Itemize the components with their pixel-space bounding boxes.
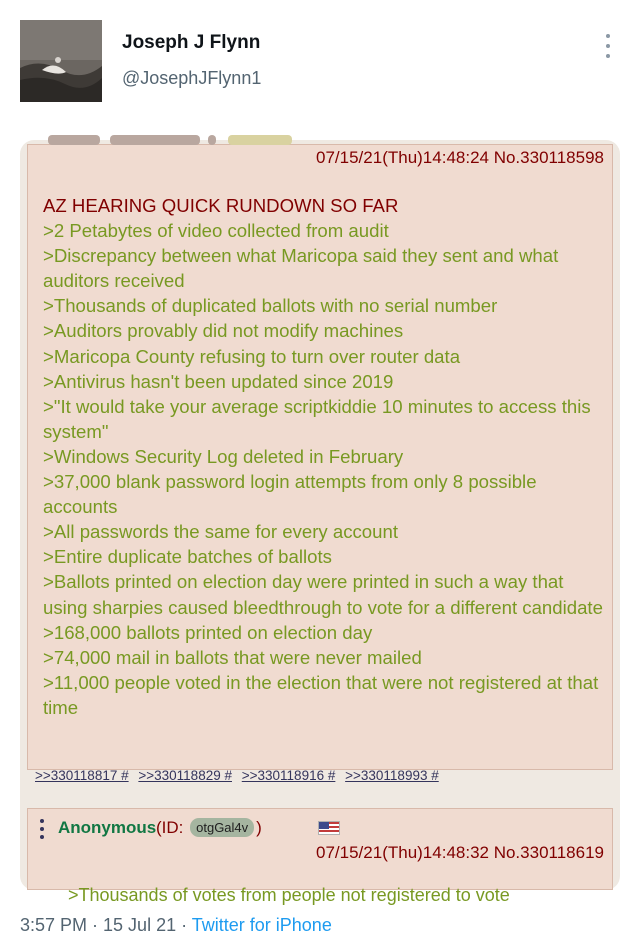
tweet-image[interactable] (20, 140, 620, 905)
reply-links (35, 768, 445, 783)
author-name[interactable]: Joseph J Flynn (122, 32, 261, 53)
poster-id-suffix: ) (256, 818, 262, 837)
greentext-line: >74,000 mail in ballots that were never mailed (43, 646, 422, 668)
cut-off-header (48, 135, 348, 149)
greentext-line: >Thousands of duplicated ballots with no serial number (43, 295, 498, 317)
post2-meta: 07/15/21(Thu)14:48:32 No.330118619 (316, 843, 604, 862)
tweet-timestamp[interactable]: 3:57 PM · 15 Jul 21 · (20, 915, 192, 935)
greentext-line: >"It would take your average scriptkiddie 10 minutes to access this system" (43, 395, 591, 442)
greentext-line: >Entire duplicate batches of ballots (43, 546, 332, 568)
tweet-source[interactable]: Twitter for iPhone (191, 915, 332, 935)
greentext-line: >11,000 people voted in the election that were not registered at that time (43, 671, 599, 718)
post-body (43, 193, 608, 720)
poster-name: Anonymous (58, 818, 157, 837)
reply-link[interactable]: >>330118817 # (35, 768, 129, 783)
tweet-footer (20, 915, 332, 936)
reply-link[interactable]: >>330118829 # (138, 768, 232, 783)
avatar[interactable] (20, 20, 102, 102)
us-flag-icon (318, 821, 340, 835)
post-menu-dots-icon[interactable] (40, 819, 44, 839)
reply-link[interactable]: >>330118916 # (241, 768, 336, 783)
cut-off-line: >Thousands of votes from people not registered to vote (68, 885, 510, 905)
post-title: AZ HEARING QUICK RUNDOWN SO FAR (43, 195, 399, 216)
poster-id-prefix: (ID: (156, 818, 184, 837)
greentext-line: >Antivirus hasn't been updated since 2019 (43, 370, 394, 392)
greentext-line: >Ballots printed on election day were printed in such a way that using sharpies caused bleedthrough to vote for a different candidate (43, 571, 603, 618)
greentext-line: >37,000 blank password login attempts from only 8 possible accounts (43, 471, 537, 518)
author-handle[interactable]: @JosephJFlynn1 (122, 68, 262, 88)
more-vertical-icon[interactable] (598, 34, 618, 58)
greentext-line: >2 Petabytes of video collected from audit (43, 220, 389, 242)
greentext-line: >Windows Security Log deleted in February (43, 445, 404, 467)
greentext-line: >All passwords the same for every account (43, 521, 398, 543)
greentext-line: >Auditors provably did not modify machines (43, 320, 404, 342)
greentext-line: >168,000 ballots printed on election day (43, 621, 373, 643)
greentext-line: >Maricopa County refusing to turn over router data (43, 345, 461, 367)
reply-link[interactable]: >>330118993 # (345, 768, 439, 783)
poster-id-pill[interactable]: otgGal4v (190, 818, 254, 837)
forum-post-reply (27, 808, 613, 905)
greentext-line: >Discrepancy between what Maricopa said they sent and what auditors received (43, 245, 559, 292)
poster-id (156, 818, 262, 838)
forum-post (27, 144, 613, 770)
post-meta: 07/15/21(Thu)14:48:24 No.330118598 (316, 148, 604, 167)
